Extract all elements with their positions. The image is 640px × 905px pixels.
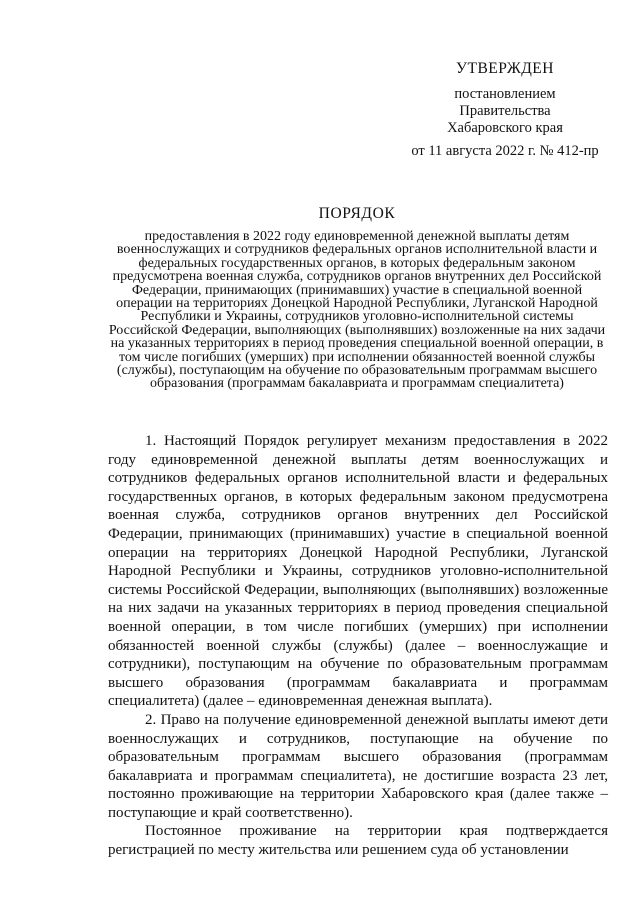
approval-line-3: Хабаровского края [447,120,563,136]
document-subtitle: предоставления в 2022 году единовременной денежной выплаты детям военнослужащих и сотрудников федеральных органов исполнительной власти и федеральных государственных органов, в которых федеральным законом предусмотрена военная служба, сотрудников органов внутренних дел Российской Федерации, принимающих (принимавших) участие в специальной военной операции на территориях Донецкой Народной Республики, Луганской Народной Республики и Украины, сотрудников уголовно-исполнительной системы Российской Федерации, выполняющих (выполнявших) возложенные на них задачи на указанных территориях в период проведения специальной военной операции, в том числе погибших (умерших) при исполнении обязанностей военной службы (службы), поступающим на обучение по образовательным программам высшего образования (программам бакалавриата и программам специалитета) [108,229,606,392]
approval-line-1: постановлением [454,86,556,102]
paragraph-2: 2. Право на получение единовременной денежной выплаты имеют дети военнослужащих и сотрудников, поступающие на обучение по образовательным программам высшего образования (программам бакалавриата и программам специалитета), не достигшие возраста 23 лет, постоянно проживающие на территории Хабаровского края (далее также – поступающие и край соответственно). [108,711,608,821]
approval-stamp: УТВЕРЖДЕН [456,60,554,77]
approval-date: от 11 августа 2022 г. № 412-пр [411,143,599,159]
approval-line-2: Правительства [459,103,551,119]
document-body [108,432,608,860]
paragraph-1: 1. Настоящий Порядок регулирует механизм предоставления в 2022 году единовременной денежной выплаты детям военнослужащих и сотрудников федеральных органов исполнительной власти и федеральных государственных органов, в которых федеральным законом предусмотрена военная служба, сотрудников органов внутренних дел Российской Федерации, принимающих (принимавших) участие в специальной военной операции на территориях Донецкой Народной Республики, Луганской Народной Республики и Украины, сотрудников уголовно-исполнительной системы Российской Федерации, выполняющих (выполнявших) возложенные на них задачи на указанных территориях в период проведения специальной военной операции, в том числе погибших (умерших) при исполнении обязанностей военной службы (службы) (далее – военнослужащие и сотрудники), поступающим на обучение по образовательным программам высшего образования (программам бакалавриата и программам специалитета) (далее – единовременная денежная выплата). [108,433,608,710]
paragraph-3: Постоянное проживание на территории края подтверждается регистрацией по месту жительства или решением суда об установлении [108,823,608,859]
document-title: ПОРЯДОК [318,205,396,222]
approval-block [380,60,630,160]
